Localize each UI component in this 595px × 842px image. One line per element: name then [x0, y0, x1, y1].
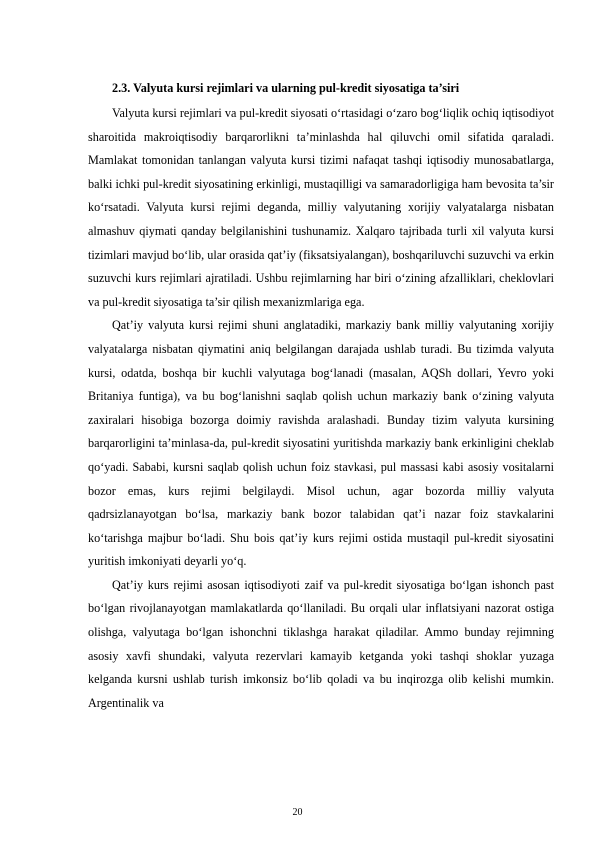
- paragraph-3: Qat’iy kurs rejimi asosan iqtisodiyoti zaif va pul-kredit siyosatiga bo‘lgan ishonch past bo‘lgan rivojlanayotgan mamlakatlarda qo‘llaniladi. Bu orqali ular inflatsiyani nazorat ostiga olishga, valyutaga bo‘lgan ishonchni tiklashga harakat qiladilar. Ammo bunday rejimning asosiy xavfi shundaki, valyuta rezervlari kamayib ketganda yoki tashqi shoklar yuzaga kelganda kursni ushlab turish imkonsiz bo‘lib qoladi va bu inqirozga olib kelishi mumkin. Argentinalik va: [88, 577, 554, 710]
- paragraph-1: Valyuta kursi rejimlari va pul-kredit siyosati o‘rtasidagi o‘zaro bog‘liqlik ochiq iqtisodiyot sharoitida makroiqtisodiy barqarorlikni ta’minlashda hal qiluvchi omil sifatida qaraladi. Mamlakat tomonidan tanlangan valyuta kursi tizimi nafaqat tashqi iqtisodiy munosabatlarga, balki ichki pul-kredit siyosatining erkinligi, mustaqilligi va samaradorligiga ham bevosita ta’sir ko‘rsatadi. Valyuta kursi rejimi deganda, milliy valyutaning xorijiy valyatalarga nisbatan almashuv qiymati qanday belgilanishini tushunamiz. Xalqaro tajribada turli xil valyuta kursi tizimlari mavjud bo‘lib, ular orasida qat’iy (fiksatsiyalangan), boshqariluvchi suzuvchi va erkin suzuvchi kurs rejimlari ajratiladi. Ushbu rejimlarning har biri o‘zining afzalliklari, cheklovlari va pul-kredit siyosatiga ta’sir qilish mexanizmlariga ega.: [88, 106, 554, 309]
- page-number: 20: [292, 807, 303, 818]
- section-heading: 2.3. Valyuta kursi rejimlari va ularning pul-kredit siyosatiga ta’siri: [112, 81, 460, 95]
- paragraph-2: Qat’iy valyuta kursi rejimi shuni anglatadiki, markaziy bank milliy valyutaning xorijiy valyatalarga nisbatan qiymatini aniq belgilangan darajada ushlab turadi. Bu tizimda valyuta kursi, odatda, boshqa bir kuchli valyutaga bog‘lanadi (masalan, AQSh dollari, Yevro yoki Britaniya funtiga), va bu bog‘lanishni saqlab qolish uchun markaziy bank o‘zining valyuta zaxiralari hisobiga bozorga doimiy ravishda aralashadi. Bunday tizim valyuta kursining barqarorligini ta’minlasa-da, pul-kredit siyosatini yuritishda markaziy bank erkinligini cheklab qo‘yadi. Sababi, kursni saqlab qolish uchun foiz stavkasi, pul massasi kabi asosiy vositalarni bozor emas, kurs rejimi belgilaydi. Misol uchun, agar bozorda milliy valyuta qadrsizlanayotgan bo‘lsa, markaziy bank bozor talabidan qat’i nazar foiz stavkalarini ko‘tarishga majbur bo‘ladi. Shu bois qat’iy kurs rejimi ostida mustaqil pul-kredit siyosatini yuritish imkoniyati deyarli yo‘q.: [88, 318, 554, 569]
- body-text: [88, 102, 554, 715]
